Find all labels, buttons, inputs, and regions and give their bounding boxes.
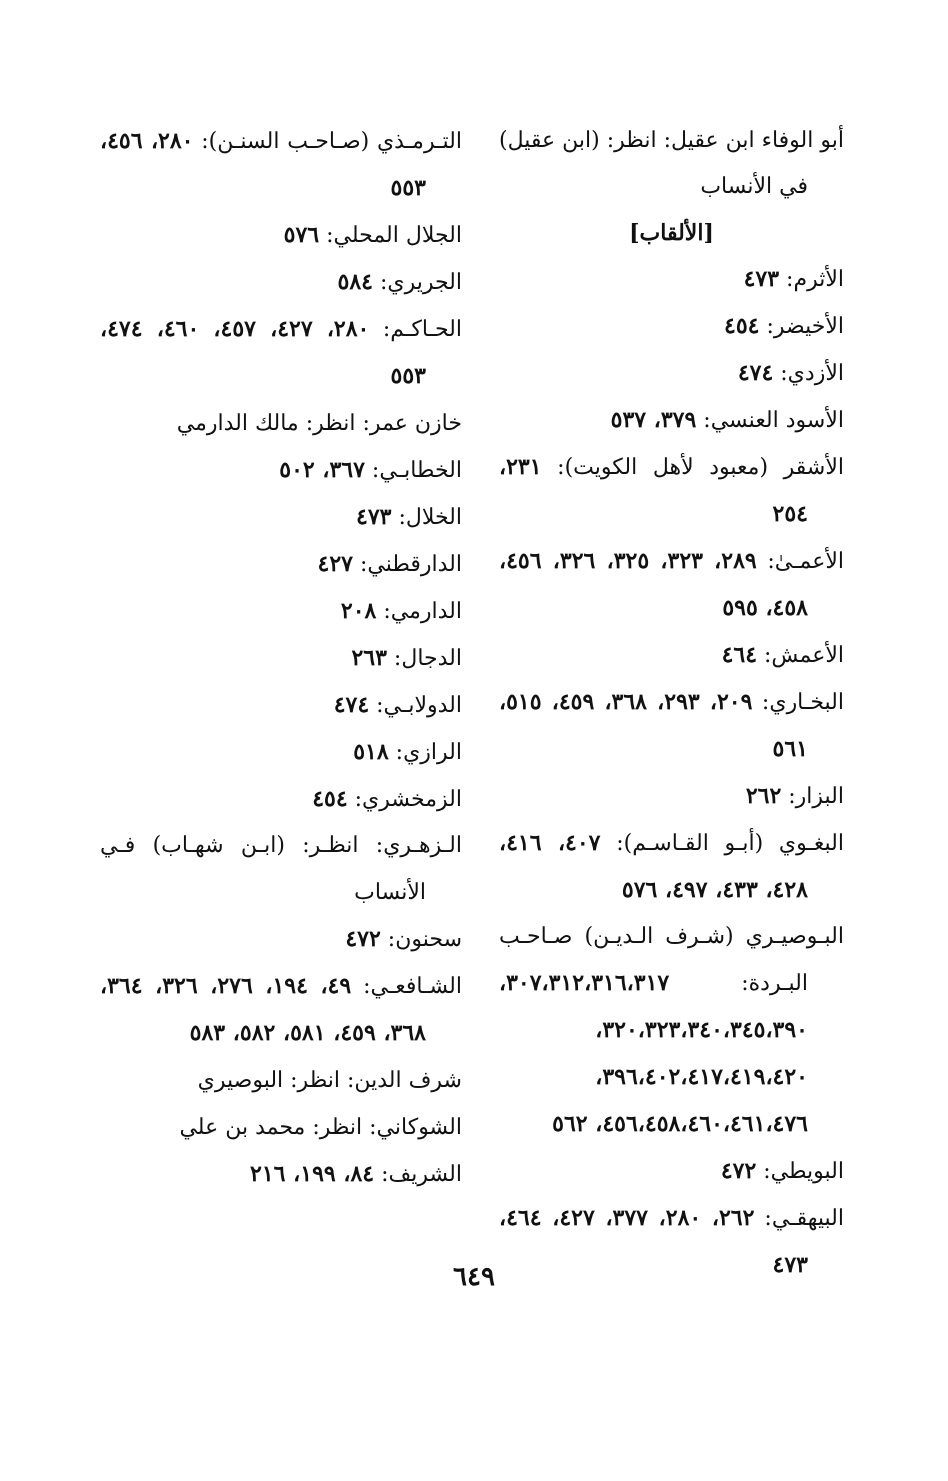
index-entry: الأثرم: ٤٧٣ xyxy=(743,266,844,292)
index-entry: الأخيضر: ٤٥٤ xyxy=(724,313,844,339)
index-entry: البويطي: ٤٧٢ xyxy=(720,1158,844,1184)
index-entry: الشـافعـي: ٤٩، ١٩٤، ٢٧٦، ٣٢٦، ٣٦٤، ٣٦٨، ٤٥٩، ٥٨١، ٥٨٢، ٥٨٣ xyxy=(100,973,462,1046)
index-entry: البيهقـي: ٢٦٢، ٢٨٠، ٣٧٧، ٤٢٧، ٤٦٤، ٤٧٣ xyxy=(499,1205,844,1278)
index-entry: الدجال: ٢٦٣ xyxy=(351,645,462,671)
index-column-left xyxy=(100,118,462,1198)
index-entry: البغـوي (أبـو القـاسـم): ٤٠٧، ٤١٦، ٤٢٨، ٤٣٣، ٤٩٧، ٥٧٦ xyxy=(499,830,844,903)
index-entry: التـرمـذي (صـاحـب السنـن): ٢٨٠، ٤٥٦، ٥٥٣ xyxy=(100,128,462,201)
index-entry: خازن عمر: انظر: مالك الدارمي xyxy=(176,411,462,436)
index-entry: الـزهـري: انظـر: (ابـن شهـاب) فـي الأنساب xyxy=(100,833,462,905)
index-entry: شرف الدين: انظر: البوصيري xyxy=(197,1068,462,1093)
index-entry: الدولابـي: ٤٧٤ xyxy=(333,692,462,718)
index-entry: البزار: ٢٦٢ xyxy=(745,783,844,809)
index-entry: الجريري: ٥٨٤ xyxy=(337,269,462,295)
index-entry: البـوصيـري (شـرف الـديـن) صـاحـب البـردة: ٣٠٧،٣١٢،٣١٦،٣١٧، ٣٢٠،٣٢٣،٣٤٠،٣٤٥،٣٩٠، ٣٩٦،٤٠٢،٤١٧،٤١٩،٤٢٠، ٤٥٦،٤٥٨،٤٦٠،٤٦١،٤٧٦، ٥٦٢ xyxy=(499,924,844,1137)
index-entry: الأعمـىٰ: ٢٨٩، ٣٢٣، ٣٢٥، ٣٢٦، ٤٥٦، ٤٥٨، ٥٩٥ xyxy=(499,548,845,621)
index-entry: الأعمش: ٤٦٤ xyxy=(721,642,844,668)
index-entry: الجلال المحلي: ٥٧٦ xyxy=(283,222,462,248)
index-entry: الدارمي: ٢٠٨ xyxy=(340,598,462,624)
index-entry: الأزدي: ٤٧٤ xyxy=(737,360,844,386)
index-entry: الخلال: ٤٧٣ xyxy=(356,504,462,530)
index-entry: البخـاري: ٢٠٩، ٢٩٣، ٣٦٨، ٤٥٩، ٥١٥، ٥٦١ xyxy=(499,689,844,762)
index-entry: الزمخشري: ٤٥٤ xyxy=(312,786,462,812)
index-entry: الشوكاني: انظر: محمد بن علي xyxy=(179,1115,462,1140)
index-entry: الخطابـي: ٣٦٧، ٥٠٢ xyxy=(279,457,462,483)
index-entry: الأشقر (معبود لأهل الكويت): ٢٣١، ٢٥٤ xyxy=(499,454,844,527)
index-entry: الرازي: ٥١٨ xyxy=(353,739,462,765)
index-entry: الدارقطني: ٤٢٧ xyxy=(317,551,462,577)
index-entry: الأسود العنسي: ٣٧٩، ٥٣٧ xyxy=(610,407,844,433)
section-heading: [الألقاب] xyxy=(629,220,714,246)
page-number: ٦٤٩ xyxy=(453,1262,495,1292)
index-entry: أبو الوفاء ابن عقيل: انظر: (ابن عقيل) في الأنساب xyxy=(499,128,844,199)
index-entry: سحنون: ٤٧٢ xyxy=(345,926,462,952)
index-entry: الحـاكـم: ٢٨٠، ٤٢٧، ٤٥٧، ٤٦٠، ٤٧٤، ٥٥٣ xyxy=(100,316,462,389)
index-entry: الشريف: ٨٤، ١٩٩، ٢١٦ xyxy=(250,1161,462,1187)
index-column-right xyxy=(499,118,844,1289)
